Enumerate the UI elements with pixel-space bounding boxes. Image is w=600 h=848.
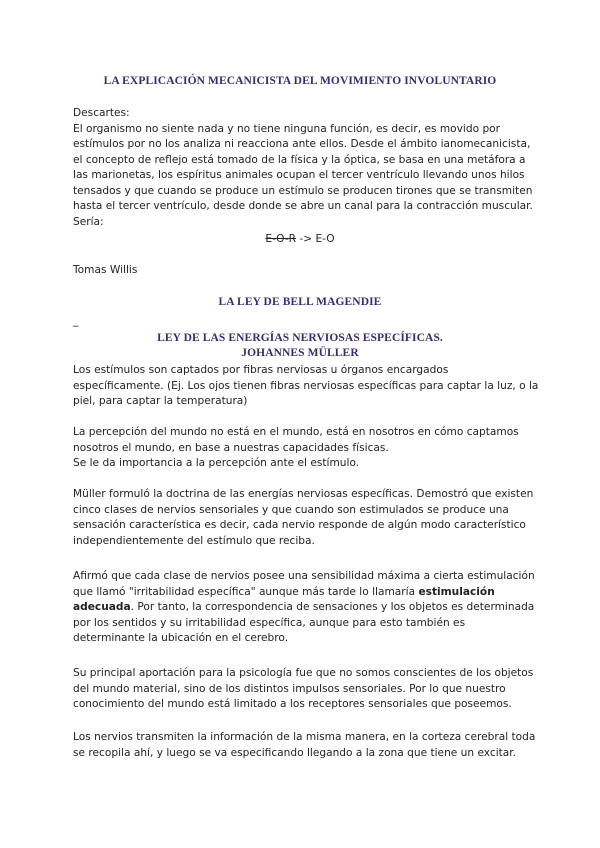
paragraph-line [73,585,543,601]
text-span: . Por tanto, la correspondencia de sensaciones y los objetos es determinada [130,601,535,613]
paragraph-line: específicamente. (Ej. Los ojos tienen fibras nerviosas específicas para captar la luz, o la [73,379,539,392]
paragraph-line: Müller formuló la doctrina de las energías nerviosas específicas. Demostró que existen [73,488,534,500]
paragraph-line: sensación característica es decir, cada nervio responde de algún modo característico [73,519,526,531]
bold-term: adecuada [73,601,131,613]
paragraph-line: determinante la ubicación en el cerebro. [73,632,289,644]
descartes-line: el concepto de reflejo está tomado de la física y la óptica, se basa en una metáfora a [73,153,526,166]
paragraph-line: Los nervios transmiten la información de la misma manera, en la corteza cerebral toda [73,731,536,743]
bell-magendie-heading: LA LEY DE BELL MAGENDIE [218,296,382,308]
dash-mark: _ [73,315,79,327]
descartes-line: El organismo no siente nada y no tiene ninguna función, es decir, es movido por [73,122,501,135]
paragraph-line: Afirmó que cada clase de nervios posee una sensibilidad máxima a cierta estimulación [73,570,535,582]
descartes-label: Descartes: [73,107,130,119]
text-span: que llamó "irritabilidad específica" aunque más tarde lo llamaría [73,585,419,598]
title-heading: LA EXPLICACIÓN MECANICISTA DEL MOVIMIENTO INVOLUNTARIO [103,75,497,87]
muller-heading: JOHANNES MÜLLER [241,347,359,359]
paragraph-line: piel, para captar la temperatura) [73,395,248,407]
paragraph-line [73,600,543,616]
paragraph-line: Su principal aportación para la psicología fue que no somos conscientes de los objetos [73,667,534,679]
bold-term: estimulación [418,585,495,598]
paragraph-line: se recopila ahí, y luego se va especificando llegando a la zona que tiene un excitar. [73,746,517,759]
paragraph-line: por los sentidos y su irritabilidad específica, aunque para esto también es [73,616,466,629]
descartes-line: las marionetas, los espíritus animales ocupan el tercer ventrículo llevando unos hilos [73,169,525,181]
paragraph-line: Los estímulos son captados por fibras nerviosas u órganos encargados [73,364,449,376]
paragraph-line: nosotros el mundo, en base a nuestras capacidades físicas. [73,441,389,454]
descartes-line: hasta el tercer ventrículo, desde donde se abre un canal para la contracción muscular. [73,200,533,212]
willis-text: Tomas Willis [73,264,138,276]
formula-rest: -> E-O [296,233,335,245]
descartes-line: estímulos por no los analiza ni reacciona ante ellos. Desde el ámbito ianomecanicista, [73,138,531,150]
paragraph-line: Se le da importancia a la percepción ante el estímulo. [73,457,360,469]
paragraph-line: La percepción del mundo no está en el mundo, está en nosotros en cómo captamos [73,426,519,438]
energies-heading: LEY DE LAS ENERGÍAS NERVIOSAS ESPECÍFICAS. [157,332,443,344]
descartes-line: Sería: [73,215,104,228]
paragraph-line: cinco clases de nervios sensoriales y que cuando son estimulados se produce una [73,503,509,516]
paragraph-line: del mundo material, sino de los distintos impulsos sensoriales. Por lo que nuestro [73,682,506,695]
formula-struck: E-O-R [265,233,297,245]
formula [0,232,600,248]
paragraph-line: conocimiento del mundo está limitado a los receptores sensoriales que poseemos. [73,698,512,710]
descartes-line: tensados y que cuando se produce un estímulo se producen tirones que se transmiten [73,184,533,197]
paragraph-line: independientemente del estímulo que reciba. [73,534,315,547]
